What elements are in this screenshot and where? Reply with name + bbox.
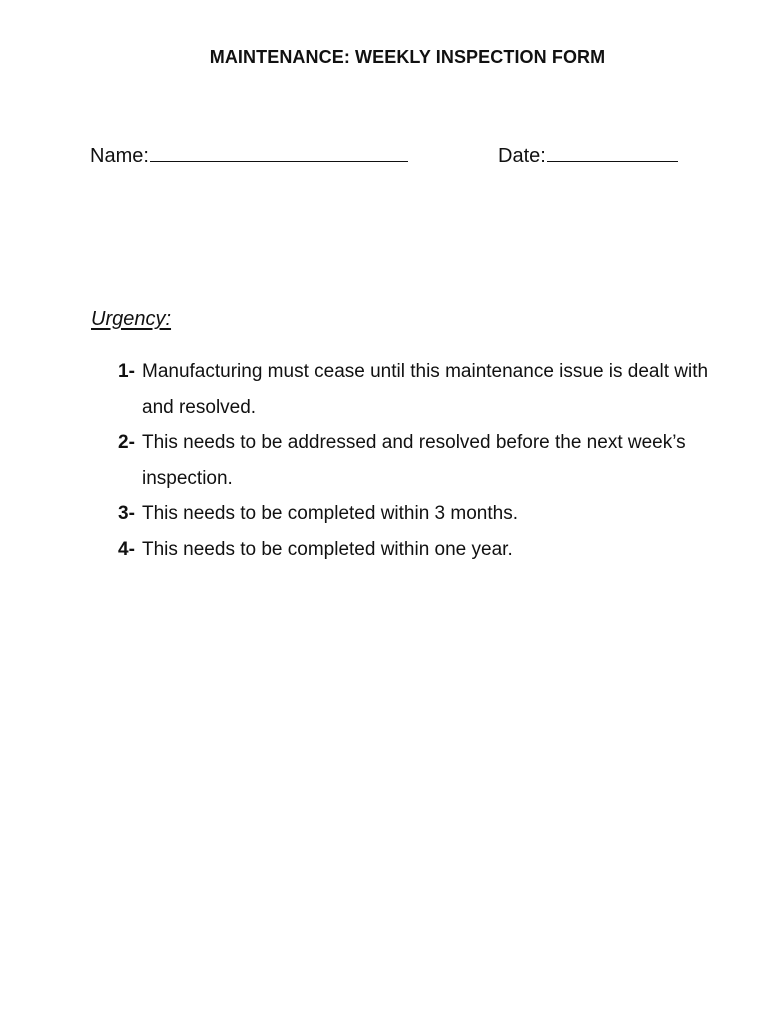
urgency-item-number: 2- (118, 432, 135, 453)
name-field (90, 141, 408, 168)
urgency-item-number: 1- (118, 361, 135, 382)
urgency-item-text: This needs to be completed within one year. (142, 538, 513, 560)
urgency-item-2 (118, 425, 738, 496)
form-title: MAINTENANCE: WEEKLY INSPECTION FORM (209, 47, 606, 67)
urgency-item-text: This needs to be completed within 3 months. (142, 503, 518, 524)
date-label: Date: (498, 145, 546, 167)
urgency-heading: Urgency: (91, 308, 172, 330)
urgency-item-text: Manufacturing must cease until this maintenance issue is dealt with and resolved. (142, 361, 709, 418)
urgency-item-text: This needs to be addressed and resolved before the next week’s inspection. (142, 432, 686, 489)
urgency-item-4 (118, 532, 738, 568)
urgency-list (118, 354, 738, 567)
name-label: Name: (90, 145, 149, 167)
date-field (498, 141, 678, 168)
date-blank-line (547, 141, 678, 162)
urgency-item-3 (118, 496, 738, 532)
urgency-item-1 (118, 354, 738, 425)
urgency-item-number: 3- (118, 503, 135, 524)
name-blank-line (150, 141, 408, 162)
urgency-item-number: 4- (118, 538, 135, 560)
